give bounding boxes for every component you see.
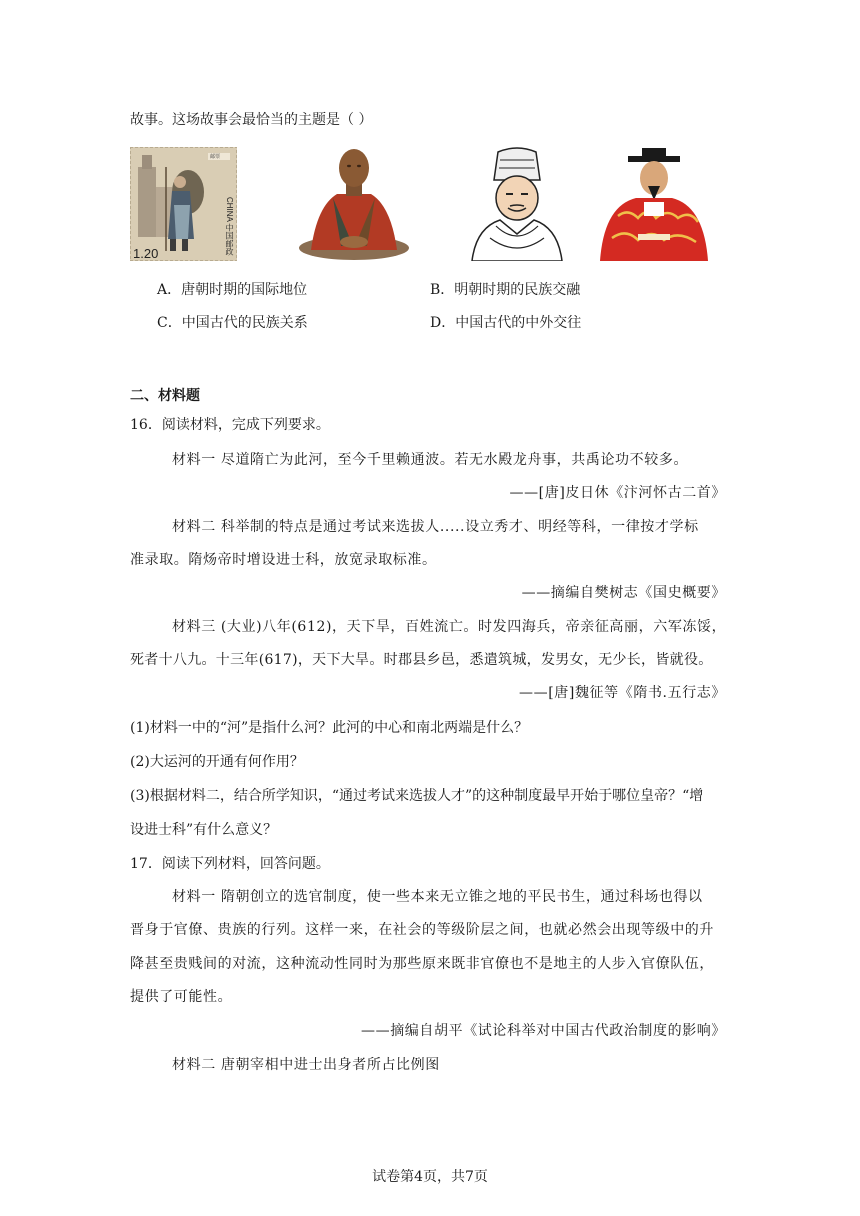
q16-material-3-line-1: 材料三 (大业)八年(612)，天下旱，百姓流亡。时发四海兵，帝亲征高丽，六军冻馁，	[172, 619, 727, 635]
stamp-denomination: 1.20	[133, 246, 159, 261]
option-d	[430, 313, 581, 333]
option-d-letter: D．	[430, 315, 456, 331]
q16-material-2-source: ——摘编自樊树志《国史概要》	[521, 585, 726, 601]
q17-material-1-line-1: 材料一 隋朝创立的选官制度，使一些本来无立锥之地的平民书生，通过科场也得以	[172, 889, 703, 905]
option-a-text: 唐朝时期的国际地位	[181, 282, 308, 298]
q17-material-1-source: ——摘编自胡平《试论科举对中国古代政治制度的影响》	[361, 1023, 726, 1039]
q16-head: 16．阅读材料，完成下列要求。	[130, 417, 330, 433]
q17-material-1-line-3: 降甚至贵贱间的对流，这种流动性同时为那些原来既非官僚也不是地主的人步入官僚队伍，	[130, 956, 714, 972]
stamp-tag: 邮票	[210, 154, 221, 160]
q16-subquestion-3-line-1: (3)根据材料二，结合所学知识，“通过考试来选拔人才”的这种制度最早开始于哪位皇帝？“增	[130, 788, 704, 804]
option-d-text: 中国古代的中外交往	[455, 315, 582, 331]
monk-statue-image	[297, 146, 412, 261]
option-a-letter: A．	[157, 282, 182, 298]
q17-material-1-line-4: 提供了可能性。	[130, 989, 233, 1005]
option-b-text: 明朝时期的民族交融	[454, 282, 581, 298]
q16-material-2-line-2: 准录取。隋炀帝时增设进士科，放宽录取标准。	[130, 552, 437, 568]
option-a	[157, 280, 307, 300]
option-b-letter: B．	[430, 282, 455, 298]
option-c	[157, 313, 308, 333]
option-b	[430, 280, 580, 300]
stamp-country: CHINA 中国邮政	[225, 197, 234, 256]
q16-material-1-source: ——[唐]皮日休《汴河怀古二首》	[509, 485, 726, 501]
q17-material-2: 材料二 唐朝宰相中进士出身者所占比例图	[172, 1057, 440, 1073]
q16-material-3-line-2: 死者十八九。十三年(617)，天下大旱。时郡县乡邑，悉遣筑城，发男女，无少长，皆就役。	[130, 652, 713, 668]
q17-head: 17．阅读下列材料，回答问题。	[130, 856, 330, 872]
q16-subquestion-3-line-2: 设进士科”有什么意义？	[130, 822, 278, 838]
page-footer: 试卷第4页，共7页	[372, 1169, 488, 1185]
portrait-drawing-image	[466, 146, 568, 261]
q16-material-2-line-1: 材料二 科举制的特点是通过考试来选拔人.....设立秀才、明经等科，一律按才学标	[172, 519, 699, 535]
stamp-image	[130, 147, 237, 261]
q17-material-1-line-2: 晋身于官僚、贵族的行列。这样一来，在社会的等级阶层之间，也就必然会出现等级中的升	[130, 922, 714, 938]
q16-subquestion-2: (2)大运河的开通有何作用？	[130, 754, 304, 770]
q15-stem: 故事。这场故事会最恰当的主题是（ ）	[130, 112, 373, 128]
option-c-letter: C．	[157, 315, 182, 331]
option-c-text: 中国古代的民族关系	[181, 315, 308, 331]
q16-subquestion-1: (1)材料一中的“河”是指什么河？此河的中心和南北两端是什么？	[130, 720, 529, 736]
official-portrait-image	[598, 146, 709, 261]
q16-material-1: 材料一 尽道隋亡为此河，至今千里赖通波。若无水殿龙舟事，共禹论功不较多。	[172, 452, 689, 468]
q16-material-3-source: ——[唐]魏征等《隋书.五行志》	[519, 685, 726, 701]
section-title: 二、材料题	[130, 388, 200, 404]
